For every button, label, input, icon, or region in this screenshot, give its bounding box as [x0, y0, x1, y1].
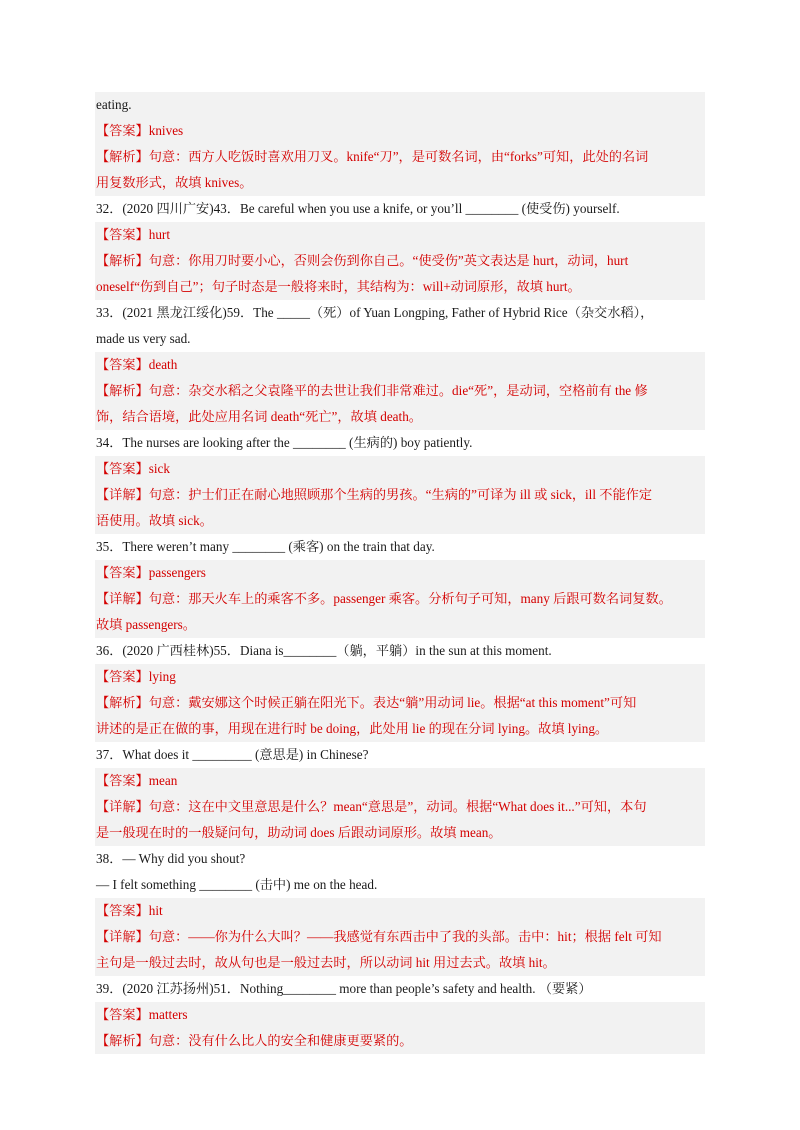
explanation-line: 用复数形式，故填 knives。 — [95, 170, 705, 196]
question-line: 33．(2021 黑龙江绥化)59．The _____（死）of Yuan Longping, Father of Hybrid Rice（杂交水稻）， — [96, 305, 654, 320]
explanation-line: 【详解】句意：这在中文里意思是什么？mean“意思是”，动词。根据“What does it...”可知，本句 — [95, 794, 705, 820]
question-line: made us very sad. — [96, 331, 191, 346]
explanation-line: 【解析】句意：你用刀时要小心，否则会伤到你自己。“使受伤”英文表达是 hurt，动词，hurt — [95, 248, 705, 274]
explanation-line: 【解析】句意：杂交水稻之父袁隆平的去世让我们非常难过。die“死”，是动词，空格前有 the 修 — [95, 378, 705, 404]
explanation-line: eating. — [95, 92, 705, 118]
question-line: 35．There weren’t many ________ (乘客) on the train that day. — [96, 539, 435, 554]
answer-line: 【答案】sick — [95, 456, 705, 482]
answer-line: 【答案】passengers — [95, 560, 705, 586]
explanation-line: 【解析】句意：没有什么比人的安全和健康更要紧的。 — [95, 1028, 705, 1054]
explanation-line: 语使用。故填 sick。 — [95, 508, 705, 534]
answer-line: 【答案】hurt — [95, 222, 705, 248]
explanation-line: 是一般现在时的一般疑问句，助动词 does 后跟动词原形。故填 mean。 — [95, 820, 705, 846]
answer-line: 【答案】death — [95, 352, 705, 378]
explanation-line: 讲述的是正在做的事，用现在进行时 be doing，此处用 lie 的现在分词 lying。故填 lying。 — [95, 716, 705, 742]
explanation-line: 故填 passengers。 — [95, 612, 705, 638]
question-line: 39．(2020 江苏扬州)51．Nothing________ more than people’s safety and health. （要紧） — [96, 981, 592, 996]
question-line: — I felt something ________ (击中) me on the head. — [96, 877, 378, 892]
question-line: 37．What does it _________ (意思是) in Chinese? — [96, 747, 369, 762]
explanation-line: 饰，结合语境，此处应用名词 death“死亡”，故填 death。 — [95, 404, 705, 430]
answer-line: 【答案】hit — [95, 898, 705, 924]
question-line: 34．The nurses are looking after the ________ (生病的) boy patiently. — [96, 435, 473, 450]
question-line: 32．(2020 四川广安)43．Be careful when you use a knife, or you’ll ________ (使受伤) yourself. — [96, 201, 620, 216]
explanation-line: 主句是一般过去时，故从句也是一般过去时，所以动词 hit 用过去式。故填 hit。 — [95, 950, 705, 976]
explanation-line: 【详解】句意：那天火车上的乘客不多。passenger 乘客。分析句子可知，many 后跟可数名词复数。 — [95, 586, 705, 612]
question-line: 38．— Why did you shout? — [96, 851, 246, 866]
exercise-content — [95, 92, 705, 1054]
explanation-line: 【解析】句意：戴安娜这个时候正躺在阳光下。表达“躺”用动词 lie。根据“at this moment”可知 — [95, 690, 705, 716]
explanation-line: 【解析】句意：西方人吃饭时喜欢用刀叉。knife“刀”，是可数名词，由“forks”可知，此处的名词 — [95, 144, 705, 170]
answer-line: 【答案】knives — [95, 118, 705, 144]
question-line: 36．(2020 广西桂林)55．Diana is________（躺，平躺）in the sun at this moment. — [96, 643, 552, 658]
explanation-line: 【详解】句意：——你为什么大叫？——我感觉有东西击中了我的头部。击中：hit；根据 felt 可知 — [95, 924, 705, 950]
answer-line: 【答案】matters — [95, 1002, 705, 1028]
explanation-line: oneself“伤到自己”；句子时态是一般将来时，其结构为：will+动词原形，故填 hurt。 — [95, 274, 705, 300]
explanation-line: 【详解】句意：护士们正在耐心地照顾那个生病的男孩。“生病的”可译为 ill 或 sick，ill 不能作定 — [95, 482, 705, 508]
answer-line: 【答案】mean — [95, 768, 705, 794]
answer-line: 【答案】lying — [95, 664, 705, 690]
